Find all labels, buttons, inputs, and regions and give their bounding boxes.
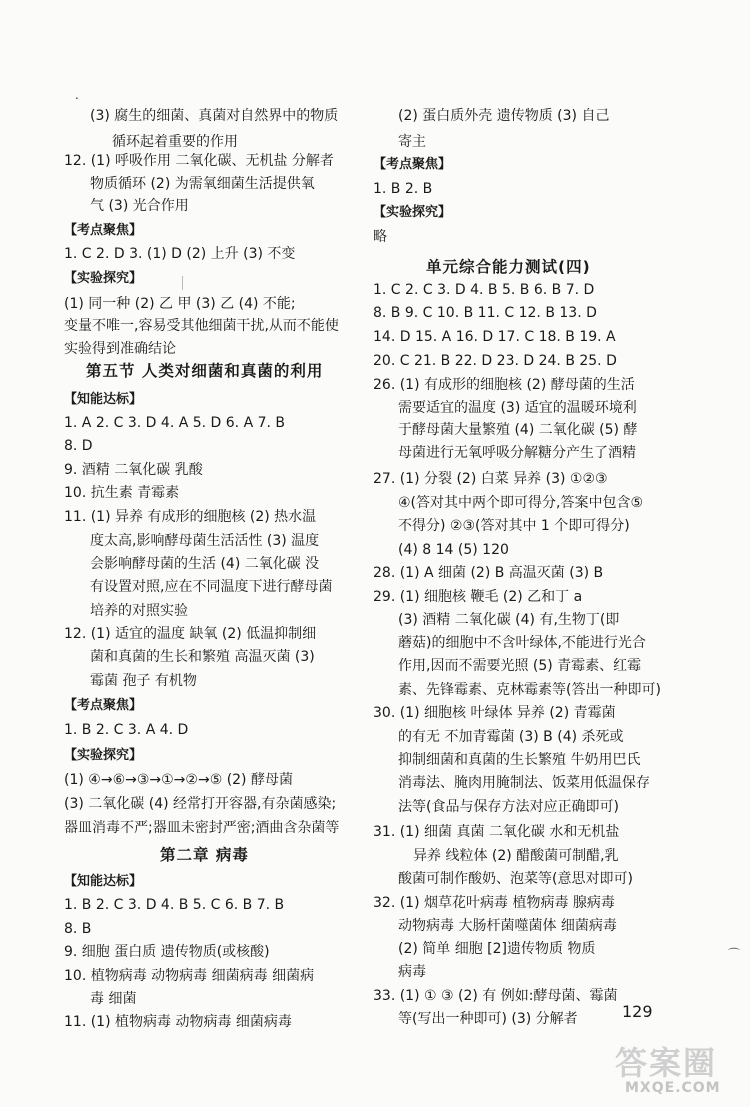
left-column-line: 会影响酵母菌的生活 (4) 二氧化碳 没 xyxy=(90,556,320,572)
left-column-line: 1. A 2. C 3. D 4. A 5. D 6. A 7. B xyxy=(64,415,286,431)
right-column-line: (2) 简单 细胞 [2]遗传物质 物质 xyxy=(398,941,596,957)
left-column-line: 【知能达标】 xyxy=(64,874,143,889)
page-number: 129 xyxy=(622,1002,653,1021)
left-column-line: 【实验探究】 xyxy=(64,271,143,286)
right-column-line: 26. (1) 有成形的细胞核 (2) 酵母菌的生活 xyxy=(373,377,635,393)
dot-mark: . xyxy=(75,88,79,102)
right-column-line: 等(写出一种即可) (3) 分解者 xyxy=(398,1011,578,1027)
watermark-text: 答案圈 xyxy=(615,1044,718,1082)
left-column-line: 9. 细胞 蛋白质 遗传物质(或核酸) xyxy=(64,944,270,960)
left-column-line: 变量不唯一,容易受其他细菌干扰,从而不能使 xyxy=(64,318,339,334)
left-column-line: 10. 植物病毒 动物病毒 细菌病毒 细菌病 xyxy=(64,968,315,984)
left-column-line: 1. B 2. C 3. A 4. D xyxy=(64,722,189,738)
scribble-mark: ⌒ xyxy=(728,947,741,961)
left-column-line: 【考点聚焦】 xyxy=(64,698,143,713)
right-column-line: 素、先锋霉素、克林霉素等(答出一种即可) xyxy=(398,682,661,698)
right-column-line: 31. (1) 细菌 真菌 二氧化碳 水和无机盐 xyxy=(373,824,620,840)
left-column-line: 气 (3) 光合作用 xyxy=(90,198,189,214)
right-column-line: 法等(食品与保存方法对应正确即可) xyxy=(398,799,619,815)
left-column-line: (1) 同一种 (2) 乙 甲 (3) 乙 (4) 不能; xyxy=(64,296,296,312)
right-column-line: 病毒 xyxy=(398,964,426,980)
right-column-line: 不得分) ②③(答对其中 1 个即可得分) xyxy=(398,518,630,534)
right-column-line: 消毒法、腌肉用腌制法、饭菜用低温保存 xyxy=(398,775,650,791)
watermark-logo xyxy=(603,1038,743,1100)
left-column-line: 毒 细菌 xyxy=(90,991,137,1007)
left-column-line: 物质循环 (2) 为需氧细菌生活提供氧 xyxy=(90,176,315,192)
left-column-line: 有设置对照,应在不同温度下进行酵母菌 xyxy=(90,579,333,595)
left-column-line: 9. 酒精 二氧化碳 乳酸 xyxy=(64,462,203,478)
right-column-line: 需要适宜的温度 (3) 适宜的温暖环境利 xyxy=(398,400,637,416)
left-column-line: (3) 腐生的细菌、真菌对自然界中的物质 xyxy=(90,108,339,124)
right-column-line: 于酵母菌大量繁殖 (4) 二氧化碳 (5) 酵 xyxy=(398,422,638,438)
right-column-line: 异养 线粒体 (2) 醋酸菌可制醋,乳 xyxy=(413,848,619,864)
right-column-line: 32. (1) 烟草花叶病毒 植物病毒 腺病毒 xyxy=(373,895,615,911)
left-column-line: 霉菌 孢子 有机物 xyxy=(90,673,197,689)
left-column-line: 循环起着重要的作用 xyxy=(112,134,238,150)
right-column-line: 1. B 2. B xyxy=(373,181,433,197)
right-column-line: 30. (1) 细胞核 叶绿体 异养 (2) 青霉菌 xyxy=(373,705,616,721)
left-column-line: 【知能达标】 xyxy=(64,392,143,407)
right-column-line: 抑制细菌和真菌的生长繁殖 牛奶用巴氏 xyxy=(398,752,641,768)
left-column-line: 12. (1) 适宜的温度 缺氧 (2) 低温抑制细 xyxy=(64,626,317,642)
right-column-line: 单元综合能力测试(四) xyxy=(426,258,591,276)
left-column-line: (1) ④→⑥→③→①→②→⑤ (2) 酵母菌 xyxy=(64,772,293,788)
right-column-line: ④(答对其中两个即可得分,答案中包含⑤ xyxy=(398,495,644,511)
right-column-line: (2) 蛋白质外壳 遗传物质 (3) 自己 xyxy=(398,108,610,124)
right-column-line: (4) 8 14 (5) 120 xyxy=(398,542,509,558)
left-column-line: 8. D xyxy=(64,438,93,454)
right-column-line: 29. (1) 细胞核 鞭毛 (2) 乙和丁 a xyxy=(373,589,583,605)
left-column-line: 11. (1) 异养 有成形的细胞核 (2) 热水温 xyxy=(64,509,317,525)
right-column-line: 蘑菇)的细胞中不含叶绿体,不能进行光合 xyxy=(398,635,646,651)
left-column-line: 器皿消毒不严;器皿未密封严密;酒曲含杂菌等 xyxy=(64,820,340,836)
left-column-line: 度太高,影响酵母菌生活活性 (3) 温度 xyxy=(90,533,320,549)
left-column-line: 第二章 病毒 xyxy=(160,846,249,864)
right-column-line: 寄主 xyxy=(398,134,426,150)
left-column-line: 培养的对照实验 xyxy=(90,603,188,619)
right-column-line: 14. D 15. A 16. D 17. C 18. B 19. A xyxy=(373,329,616,345)
right-column-line: 酸菌可制作酸奶、泡菜等(意思对即可) xyxy=(398,871,633,887)
right-column-line: 作用,因而不需要光照 (5) 青霉素、红霉 xyxy=(398,658,642,674)
right-column-line: 20. C 21. B 22. D 23. D 24. B 25. D xyxy=(373,353,617,369)
left-column-line: 第五节 人类对细菌和真菌的利用 xyxy=(86,362,324,380)
right-column-line: 1. C 2. C 3. D 4. B 5. B 6. B 7. D xyxy=(373,282,595,298)
right-column-line: 的有无 不加青霉菌 (3) B (4) 杀死或 xyxy=(398,729,624,745)
left-column-line: 【考点聚焦】 xyxy=(64,223,143,238)
right-column-line: 动物病毒 大肠杆菌噬菌体 细菌病毒 xyxy=(398,918,617,934)
left-column-line: 10. 抗生素 青霉素 xyxy=(64,485,180,501)
left-column-line: 实验得到准确结论 xyxy=(64,341,176,357)
left-column-line: 11. (1) 植物病毒 动物病毒 细菌病毒 xyxy=(64,1014,292,1030)
left-column-line: 菌和真菌的生长和繁殖 高温灭菌 (3) xyxy=(90,649,315,665)
right-column-line: 8. B 9. C 10. B 11. C 12. B 13. D xyxy=(373,305,597,321)
right-column-line: 母菌进行无氧呼吸分解糖分产生了酒精 xyxy=(398,445,636,461)
right-column-line: 33. (1) ① ③ (2) 有 例如:酵母菌、霉菌 xyxy=(373,988,618,1004)
left-column-line: 【实验探究】 xyxy=(64,748,143,763)
right-column-line: 略 xyxy=(373,229,387,245)
left-column-line: 12. (1) 呼吸作用 二氧化碳、无机盐 分解者 xyxy=(64,153,334,169)
left-column-line: 1. B 2. C 3. D 4. B 5. C 6. B 7. B xyxy=(64,897,285,913)
left-column-line: 8. B xyxy=(64,921,92,937)
left-column-line: (3) 二氧化碳 (4) 经常打开容器,有杂菌感染; xyxy=(64,796,337,812)
right-column-line: 【实验探究】 xyxy=(373,205,452,220)
right-column-line: 28. (1) A 细菌 (2) B 高温灭菌 (3) B xyxy=(373,565,604,581)
right-column-line: (3) 酒精 二氧化碳 (4) 有,生物丁(即 xyxy=(398,612,620,628)
left-column-line: 1. C 2. D 3. (1) D (2) 上升 (3) 不变 xyxy=(64,246,296,262)
watermark-url: MXQE.COM xyxy=(625,1080,721,1096)
right-column-line: 27. (1) 分裂 (2) 白菜 异养 (3) ①②③ xyxy=(373,471,608,487)
right-column-line: 【考点聚焦】 xyxy=(373,157,452,172)
scan-mark xyxy=(182,276,183,290)
